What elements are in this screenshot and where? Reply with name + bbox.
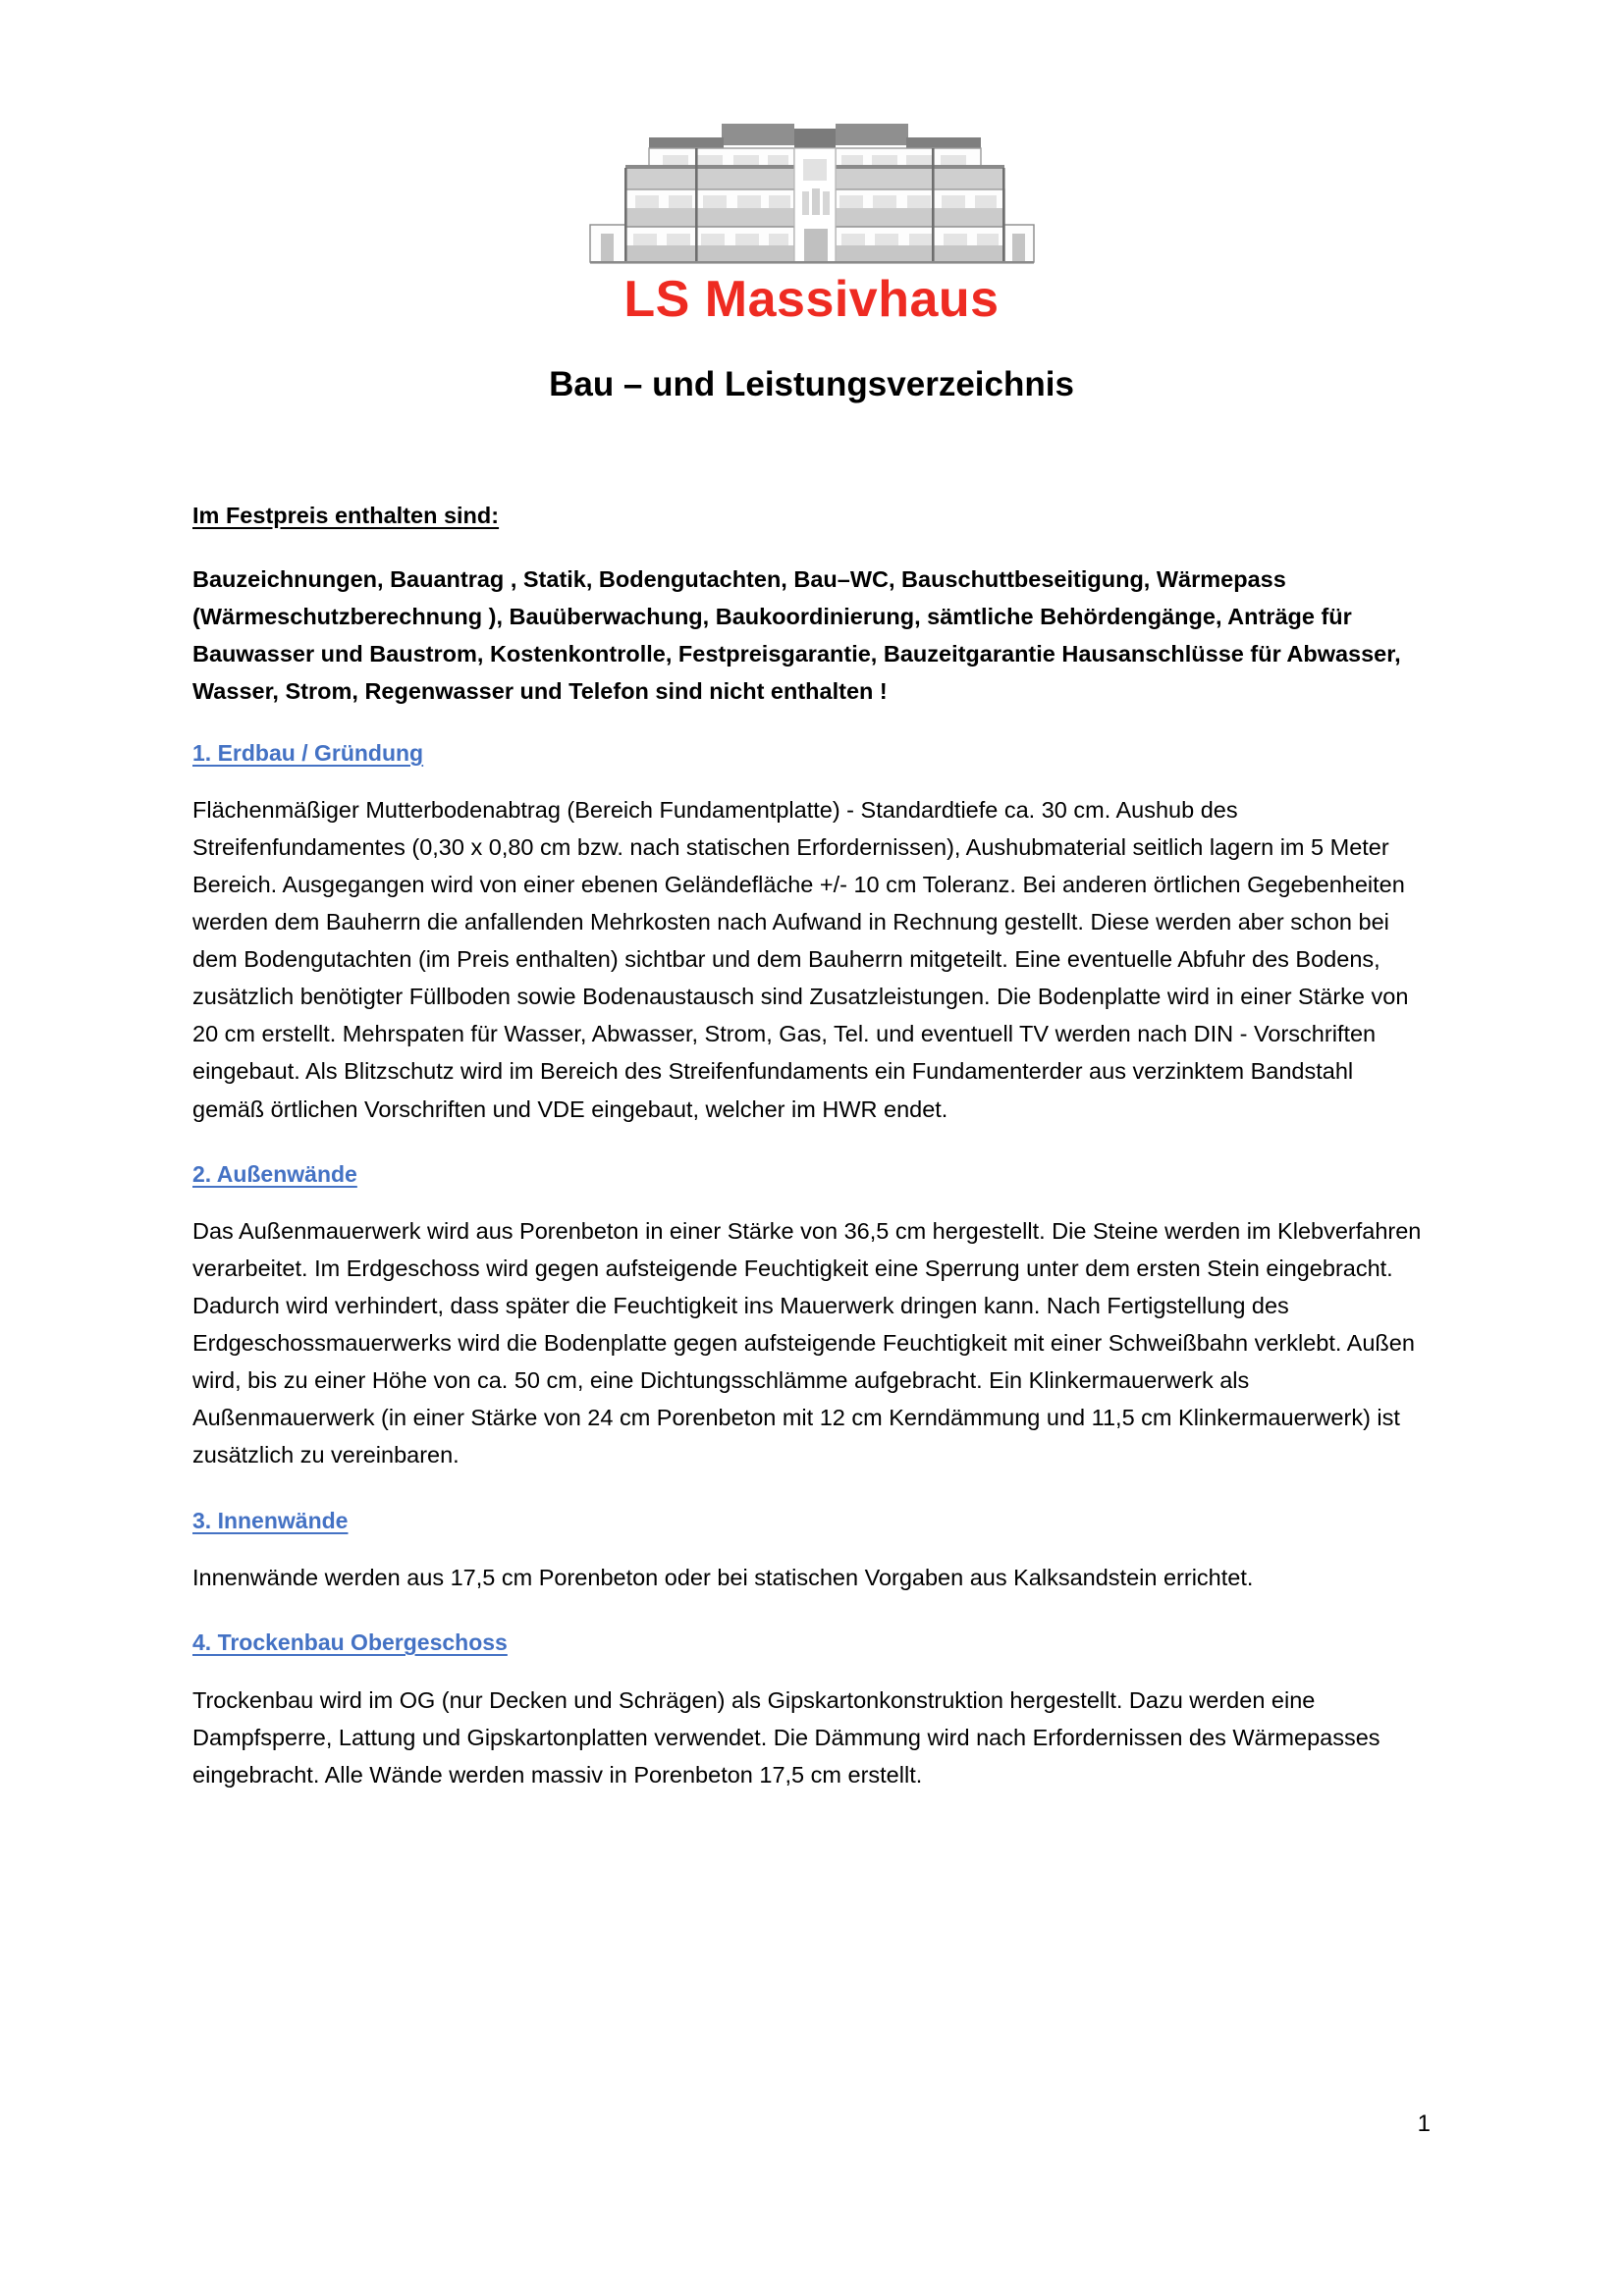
section-heading-1: 1. Erdbau / Gründung bbox=[192, 739, 424, 766]
apartment-building-icon bbox=[586, 116, 1038, 268]
section-body-4: Trockenbau wird im OG (nur Decken und Schrägen) als Gipskartonkonstruktion hergestellt. Dazu werden eine Dampfsperre, Lattung und Gipskartonplatten verwendet. Die Dämmung wird nach Erfordernissen des Wärmepasses eingebracht. Alle Wände werden massiv in Porenbeton 17,5 cm erstellt. bbox=[192, 1686, 1380, 1788]
section-heading-4: 4. Trockenbau Obergeschoss bbox=[192, 1629, 508, 1656]
section-body-3: Innenwände werden aus 17,5 cm Porenbeton oder bei statischen Vorgaben aus Kalksandstein errichtet. bbox=[192, 1565, 1254, 1590]
section-heading-3: 3. Innenwände bbox=[192, 1507, 349, 1533]
section-trockenbau-obergeschoss bbox=[192, 1626, 1428, 1793]
logo-wordmark: LS Massivhaus bbox=[623, 271, 1000, 328]
page-title: Bau – und Leistungsverzeichnis bbox=[549, 365, 1074, 403]
intro-paragraph: Bauzeichnungen, Bauantrag , Statik, Bodengutachten, Bau–WC, Bauschuttbeseitigung, Wärmepass (Wärmeschutzberechnung ), Bauüberwachung, Baukoordinierung, sämtliche Behördengänge, Anträge für Bauwasser und Baustrom, Kostenkontrolle, Festpreisgarantie, Bauzeitgarantie Hausanschlüsse für Abwasser, Wasser, Strom, Regenwasser und Telefon sind nicht enthalten ! bbox=[192, 566, 1401, 705]
section-heading-2: 2. Außenwände bbox=[192, 1160, 357, 1187]
intro-heading: Im Festpreis enthalten sind: bbox=[192, 503, 500, 528]
page-number: 1 bbox=[1417, 2110, 1431, 2137]
section-body-2: Das Außenmauerwerk wird aus Porenbeton in einer Stärke von 36,5 cm hergestellt. Die Steine werden im Klebverfahren verarbeitet. Im Erdgeschoss wird gegen aufsteigende Feuchtigkeit eine Sperrung unter dem ersten Stein eingebracht. Dadurch wird verhindert, dass später die Feuchtigkeit ins Mauerwerk dringen kann. Nach Fertigstellung des Erdgeschossmauerwerks wird die Bodenplatte gegen aufsteigende Feuchtigkeit mit einer Schweißbahn verklebt. Außen wird, bis zu einer Höhe von ca. 50 cm, eine Dichtungsschlämme aufgebracht. Ein Klinkermauerwerk als Außenmauerwerk (in einer Stärke von 24 cm Porenbeton mit 12 cm Kerndämmung und 11,5 cm Klinkermauerwerk) ist zusätzlich zu vereinbaren. bbox=[192, 1218, 1422, 1468]
section-body-1: Flächenmäßiger Mutterbodenabtrag (Bereich Fundamentplatte) - Standardtiefe ca. 30 cm. Aushub des Streifenfundamentes (0,30 x 0,80 cm bzw. nach statischen Erfordernissen), Aushubmaterial seitlich lagern im 5 Meter Bereich. Ausgegangen wird von einer ebenen Geländefläche +/- 10 cm Toleranz. Bei anderen örtlichen Gegebenheiten werden dem Bauherrn die anfallenden Mehrkosten nach Aufwand in Rechnung gestellt. Diese werden aber schon bei dem Bodengutachten (im Preis enthalten) sichtbar und dem Bauherrn mitgeteilt. Eine eventuelle Abfuhr des Bodens, zusätzlich benötigter Füllboden sowie Bodenaustausch sind Zusatzleistungen. Die Bodenplatte wird in einer Stärke von 20 cm erstellt. Mehrspaten für Wasser, Abwasser, Strom, Gas, Tel. und eventuell TV werden nach DIN - Vorschriften eingebaut. Als Blitzschutz wird im Bereich des Streifenfundaments ein Fundamenterder aus verzinktem Bandstahl gemäß örtlichen Vorschriften und VDE eingebaut, welcher im HWR endet. bbox=[192, 797, 1409, 1122]
company-logo bbox=[0, 116, 1623, 328]
section-innenwaende bbox=[192, 1504, 1428, 1597]
section-erdbau-gruendung bbox=[192, 736, 1428, 1128]
document-body bbox=[192, 499, 1428, 1823]
section-aussenwaende bbox=[192, 1157, 1428, 1474]
